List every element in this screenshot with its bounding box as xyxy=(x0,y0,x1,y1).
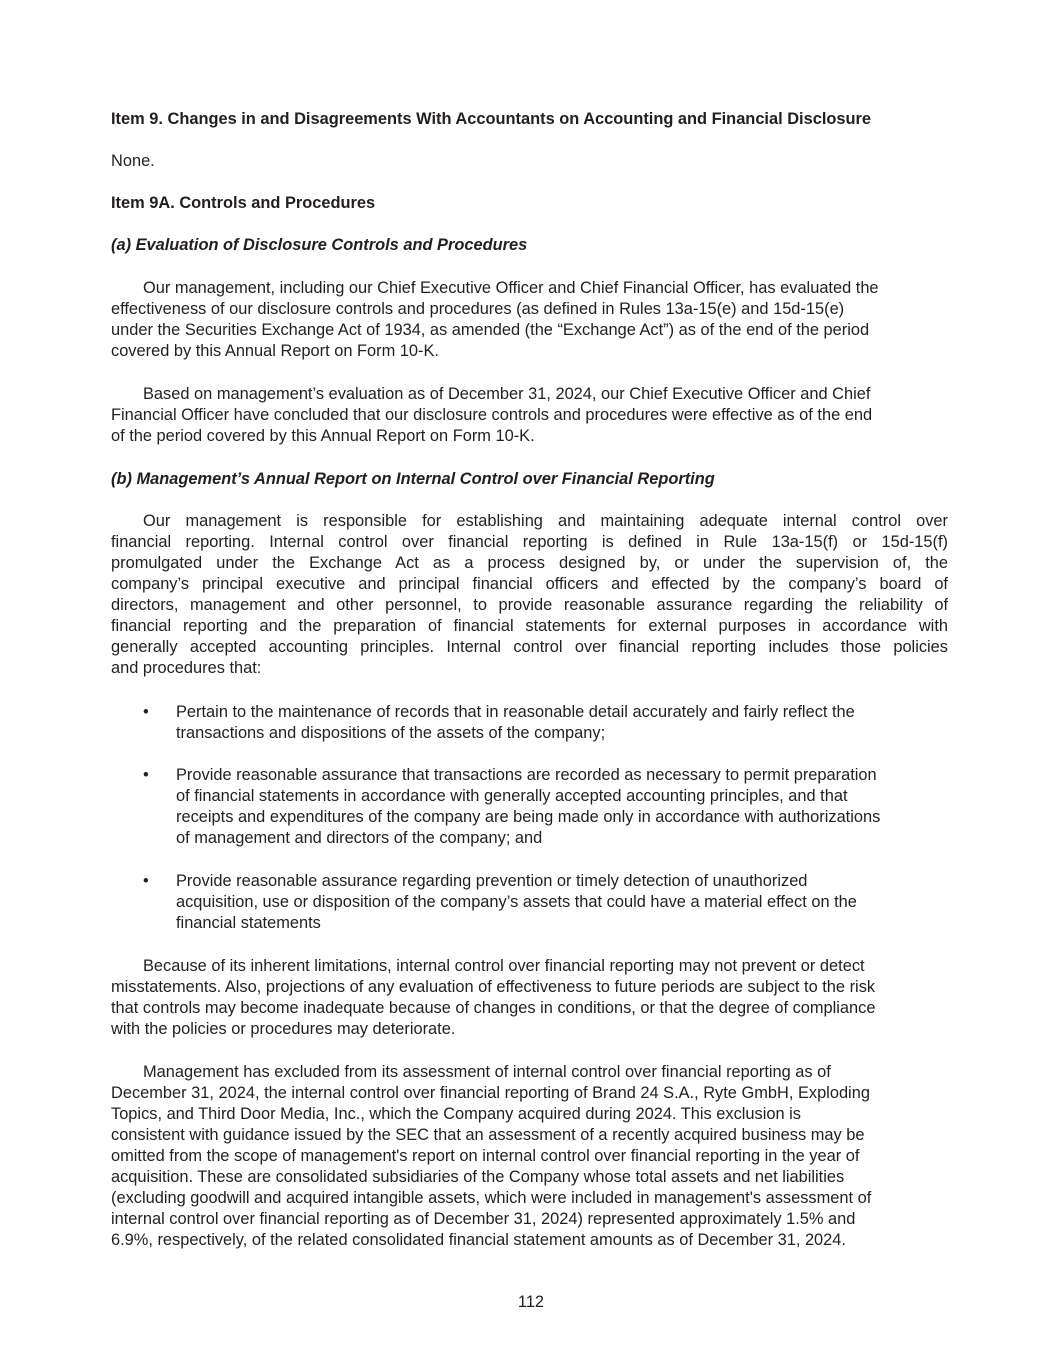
text-line: Topics, and Third Door Media, Inc., which the Company acquired during 2024. This exclusion is xyxy=(111,1105,801,1123)
text-line: Based on management’s evaluation as of December 31, 2024, our Chief Executive Officer and Chief xyxy=(143,385,871,403)
text-line: misstatements. Also, projections of any evaluation of effectiveness to future periods are subject to the risk xyxy=(111,978,876,996)
text-line: Our management, including our Chief Executive Officer and Chief Financial Officer, has evaluated the xyxy=(143,279,879,297)
text-line: financial reporting and the preparation of financial statements for external purposes in accordance with xyxy=(111,617,948,635)
paragraph-limitations xyxy=(111,956,948,1040)
text-line: covered by this Annual Report on Form 10-K. xyxy=(111,342,439,360)
text-line: promulgated under the Exchange Act as a process designed by, or under the supervision of, the xyxy=(111,554,948,572)
text-line: with the policies or procedures may deteriorate. xyxy=(111,1020,456,1038)
text-line: company’s principal executive and principal financial officers and effected by the company’s board of xyxy=(111,575,948,593)
bullet-item-prevention xyxy=(111,871,948,934)
text-line: generally accepted accounting principles. Internal control over financial reporting includes those policies xyxy=(111,638,948,656)
paragraph-exclusion xyxy=(111,1062,948,1251)
paragraph-responsibility xyxy=(111,511,948,679)
bullet-icon: • xyxy=(143,703,149,721)
bullet-text xyxy=(176,765,948,849)
text-line: acquisition, use or disposition of the company’s assets that could have a material effect on the xyxy=(176,893,857,911)
text-line: Provide reasonable assurance that transactions are recorded as necessary to permit preparation xyxy=(176,766,877,784)
text-line: of the period covered by this Annual Report on Form 10-K. xyxy=(111,427,535,445)
text-line: Because of its inherent limitations, internal control over financial reporting may not prevent or detect xyxy=(143,957,865,975)
heading-evaluation: (a) Evaluation of Disclosure Controls and Procedures xyxy=(111,236,528,254)
text-line: of financial statements in accordance with generally accepted accounting principles, and that xyxy=(176,787,848,805)
text-line: acquisition. These are consolidated subsidiaries of the Company whose total assets and net liabilities xyxy=(111,1168,845,1186)
bullet-text xyxy=(176,702,948,744)
text-line: Our management is responsible for establishing and maintaining adequate internal control over xyxy=(143,512,948,530)
heading-item-9: Item 9. Changes in and Disagreements With Accountants on Accounting and Financial Disclosure xyxy=(111,110,872,128)
text-line: and procedures that: xyxy=(111,659,262,677)
text-line: consistent with guidance issued by the SEC that an assessment of a recently acquired business may be xyxy=(111,1126,865,1144)
bullet-icon: • xyxy=(143,872,149,890)
text-line: financial reporting. Internal control over financial reporting is defined in Rule 13a-15(f) or 15d-15(f) xyxy=(111,533,948,551)
page-number: 112 xyxy=(517,1293,545,1311)
none-text: None. xyxy=(111,152,155,170)
text-line: omitted from the scope of management's report on internal control over financial reporting in the year of xyxy=(111,1147,860,1165)
text-line: (excluding goodwill and acquired intangible assets, which were included in management's assessment of xyxy=(111,1189,872,1207)
bullet-icon: • xyxy=(143,766,149,784)
text-line: Financial Officer have concluded that our disclosure controls and procedures were effective as of the end xyxy=(111,406,873,424)
bullet-item-records xyxy=(111,702,948,744)
paragraph-evaluation xyxy=(111,278,948,362)
text-line: Management has excluded from its assessment of internal control over financial reporting as of xyxy=(143,1063,831,1081)
text-line: Pertain to the maintenance of records that in reasonable detail accurately and fairly reflect the xyxy=(176,703,855,721)
text-line: receipts and expenditures of the company are being made only in accordance with authorizations xyxy=(176,808,881,826)
bullet-item-transactions xyxy=(111,765,948,849)
text-line: December 31, 2024, the internal control over financial reporting of Brand 24 S.A., Ryte GmbH, Exploding xyxy=(111,1084,870,1102)
text-line: financial statements xyxy=(176,914,321,932)
text-line: transactions and dispositions of the assets of the company; xyxy=(176,724,606,742)
text-line: directors, management and other personnel, to provide reasonable assurance regarding the reliability of xyxy=(111,596,948,614)
text-line: that controls may become inadequate because of changes in conditions, or that the degree of compliance xyxy=(111,999,876,1017)
text-line: internal control over financial reporting as of December 31, 2024) represented approximately 1.5% and xyxy=(111,1210,856,1228)
text-line: 6.9%, respectively, of the related consolidated financial statement amounts as of December 31, 2024. xyxy=(111,1231,846,1249)
paragraph-conclusion xyxy=(111,384,948,447)
heading-item-9a: Item 9A. Controls and Procedures xyxy=(111,194,376,212)
heading-management-report: (b) Management’s Annual Report on Internal Control over Financial Reporting xyxy=(111,470,715,488)
text-line: effectiveness of our disclosure controls and procedures (as defined in Rules 13a-15(e) and 15d-15(e) xyxy=(111,300,845,318)
text-line: of management and directors of the company; and xyxy=(176,829,543,847)
bullet-text xyxy=(176,871,948,934)
text-line: under the Securities Exchange Act of 1934, as amended (the “Exchange Act”) as of the end of the period xyxy=(111,321,870,339)
text-line: Provide reasonable assurance regarding prevention or timely detection of unauthorized xyxy=(176,872,808,890)
